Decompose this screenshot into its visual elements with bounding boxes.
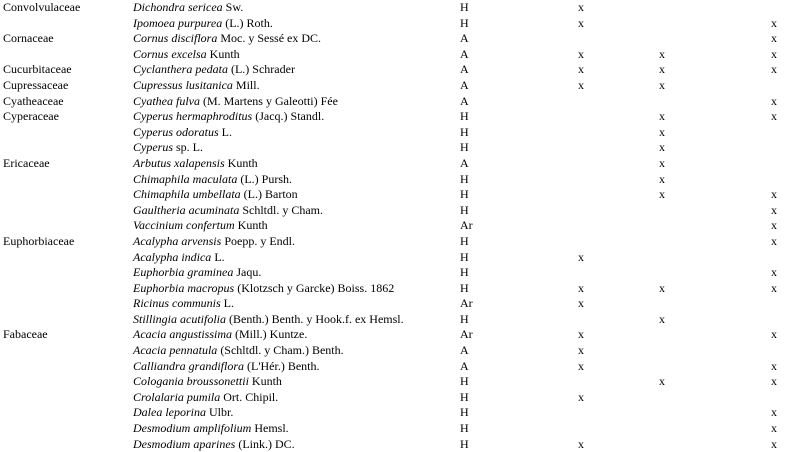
species-cell	[133, 31, 321, 47]
species-genus: Desmodium amplifolium	[133, 421, 252, 436]
life-form-cell: A	[460, 343, 469, 358]
species-genus: Euphorbia macropus	[133, 280, 235, 295]
species-author: Kunth	[209, 46, 240, 61]
mark-col-2: x	[659, 311, 665, 326]
life-form-cell: H	[460, 389, 469, 404]
table-row	[0, 62, 800, 78]
species-author: (Jacq.) Standl.	[255, 109, 325, 124]
life-form-cell: H	[460, 171, 469, 186]
mark-col-2: x	[659, 124, 665, 139]
species-cell	[133, 16, 273, 32]
life-form-cell: H	[460, 311, 469, 326]
species-genus: Acacia pennatula	[133, 343, 218, 358]
family-cell: Convolvulaceae	[3, 0, 81, 14]
species-cell	[133, 390, 278, 406]
life-form-cell: H	[460, 15, 469, 30]
life-form-cell: A	[460, 46, 469, 61]
species-genus: Cyperus hermaphroditus	[133, 109, 253, 124]
family-cell: Ericaceae	[3, 155, 50, 170]
mark-col-3: x	[771, 265, 777, 280]
species-genus: Calliandra grandiflora	[133, 358, 245, 373]
life-form-cell: H	[460, 405, 469, 420]
species-author: Kunth	[237, 218, 268, 233]
mark-col-2: x	[659, 374, 665, 389]
table-row	[0, 437, 800, 452]
species-genus: Cornus excelsa	[133, 46, 207, 61]
table-row	[0, 187, 800, 203]
table-row	[0, 390, 800, 406]
species-genus: Chimaphila maculata	[133, 171, 238, 186]
species-genus: Crolalaria pumila	[133, 389, 221, 404]
species-author: L.	[221, 124, 233, 139]
species-author: Jaqu.	[236, 265, 262, 280]
species-author: L.	[223, 296, 234, 311]
species-author: Mill.	[235, 77, 260, 92]
species-author: (L.) Barton	[243, 187, 298, 202]
mark-col-3: x	[771, 405, 777, 420]
species-genus: Cyathea fulva	[133, 93, 200, 108]
life-form-cell: H	[460, 233, 469, 248]
table-row	[0, 281, 800, 297]
mark-col-2: x	[659, 155, 665, 170]
species-author: (L.) Schrader	[230, 62, 295, 77]
mark-col-2: x	[659, 140, 665, 155]
species-cell	[133, 62, 295, 78]
table-row	[0, 250, 800, 266]
mark-col-3: x	[771, 15, 777, 30]
species-cell	[133, 140, 203, 156]
species-author: Ulbr.	[209, 405, 234, 420]
species-cell	[133, 343, 344, 359]
species-author: (Link.) DC.	[238, 436, 295, 451]
table-row	[0, 172, 800, 188]
mark-col-1: x	[578, 296, 584, 311]
life-form-cell: H	[460, 124, 469, 139]
species-cell	[133, 312, 404, 328]
species-cell	[133, 405, 233, 421]
mark-col-3: x	[771, 280, 777, 295]
mark-col-2: x	[659, 280, 665, 295]
mark-col-3: x	[771, 109, 777, 124]
species-genus: Ricinus communis	[133, 296, 221, 311]
mark-col-1: x	[578, 62, 584, 77]
species-author: sp. L.	[176, 140, 203, 155]
table-row	[0, 140, 800, 156]
life-form-cell: H	[460, 109, 469, 124]
table-row	[0, 265, 800, 281]
species-author: (Klotzsch y Garcke) Boiss. 1862	[237, 280, 395, 295]
family-cell: Cyperaceae	[3, 109, 59, 124]
table-row	[0, 421, 800, 437]
species-genus: Stillingia acutifolia	[133, 311, 226, 326]
species-genus: Acalypha indica	[133, 249, 212, 264]
mark-col-3: x	[771, 202, 777, 217]
mark-col-1: x	[578, 436, 584, 451]
species-author: (L.) Roth.	[225, 15, 273, 30]
mark-col-1: x	[578, 327, 584, 342]
table-row	[0, 94, 800, 110]
species-genus: Arbutus xalapensis	[133, 155, 225, 170]
species-genus: Acacia angustissima	[133, 327, 232, 342]
life-form-cell: H	[460, 280, 469, 295]
species-genus: Vaccinium confertum	[133, 218, 235, 233]
species-author: Schltdl. y Cham.	[242, 202, 323, 217]
species-author: (M. Martens y Galeotti) Fée	[202, 93, 338, 108]
table-row	[0, 31, 800, 47]
life-form-cell: H	[460, 0, 469, 14]
species-cell	[133, 156, 258, 172]
table-row	[0, 109, 800, 125]
species-author: Moc. y Sessé ex DC.	[220, 31, 322, 46]
life-form-cell: A	[460, 62, 469, 77]
family-cell: Cupressaceae	[3, 77, 69, 92]
mark-col-3: x	[771, 46, 777, 61]
table-row	[0, 156, 800, 172]
mark-col-1: x	[578, 389, 584, 404]
table-row	[0, 296, 800, 312]
mark-col-3: x	[771, 31, 777, 46]
species-cell	[133, 327, 307, 343]
mark-col-1: x	[578, 249, 584, 264]
mark-col-1: x	[578, 77, 584, 92]
species-author: Poepp. y Endl.	[224, 233, 295, 248]
mark-col-3: x	[771, 358, 777, 373]
mark-col-2: x	[659, 62, 665, 77]
species-genus: Acalypha arvensis	[133, 233, 222, 248]
species-cell	[133, 437, 295, 452]
table-row	[0, 78, 800, 94]
species-cell	[133, 78, 260, 94]
life-form-cell: A	[460, 358, 469, 373]
life-form-cell: H	[460, 265, 469, 280]
species-author: (L'Hér.) Benth.	[247, 358, 320, 373]
mark-col-1: x	[578, 280, 584, 295]
family-cell: Cornaceae	[3, 31, 54, 46]
mark-col-1: x	[578, 358, 584, 373]
mark-col-1: x	[578, 15, 584, 30]
family-cell: Cyatheaceae	[3, 93, 64, 108]
mark-col-3: x	[771, 62, 777, 77]
mark-col-2: x	[659, 109, 665, 124]
species-genus: Dalea leporina	[133, 405, 206, 420]
mark-col-2: x	[659, 46, 665, 61]
species-genus: Chimaphila umbellata	[133, 187, 241, 202]
species-author: (Mill.) Kuntze.	[235, 327, 308, 342]
mark-col-3: x	[771, 187, 777, 202]
life-form-cell: A	[460, 31, 469, 46]
mark-col-1: x	[578, 0, 584, 14]
mark-col-3: x	[771, 421, 777, 436]
mark-col-3: x	[771, 327, 777, 342]
mark-col-2: x	[659, 171, 665, 186]
species-cell	[133, 234, 295, 250]
table-row	[0, 218, 800, 234]
family-cell: Fabaceae	[3, 327, 48, 342]
table-row	[0, 16, 800, 32]
table-row	[0, 359, 800, 375]
species-author: L.	[214, 249, 225, 264]
life-form-cell: A	[460, 77, 469, 92]
species-cell	[133, 265, 261, 281]
life-form-cell: Ar	[460, 218, 473, 233]
mark-col-3: x	[771, 218, 777, 233]
table-row	[0, 343, 800, 359]
life-form-cell: H	[460, 436, 469, 451]
table-row	[0, 405, 800, 421]
species-genus: Cornus disciflora	[133, 31, 218, 46]
species-genus: Cyperus	[133, 140, 173, 155]
species-genus: Cyclanthera pedata	[133, 62, 228, 77]
mark-col-2: x	[659, 77, 665, 92]
species-cell	[133, 172, 292, 188]
life-form-cell: A	[460, 93, 469, 108]
species-genus: Gaultheria acuminata	[133, 202, 240, 217]
family-cell: Euphorbiaceae	[3, 233, 75, 248]
life-form-cell: Ar	[460, 296, 473, 311]
species-cell	[133, 47, 240, 63]
table-row	[0, 0, 800, 16]
mark-col-3: x	[771, 436, 777, 451]
species-author: (L.) Pursh.	[240, 171, 293, 186]
mark-col-3: x	[771, 93, 777, 108]
life-form-cell: H	[460, 202, 469, 217]
species-cell	[133, 281, 394, 297]
species-genus: Dichondra sericea	[133, 0, 223, 14]
species-cell	[133, 109, 324, 125]
species-genus: Ipomoea purpurea	[133, 15, 223, 30]
species-genus: Desmodium aparines	[133, 436, 236, 451]
table-row	[0, 125, 800, 141]
table-row	[0, 312, 800, 328]
species-genus: Cupressus lusitanica	[133, 77, 233, 92]
species-author: Sw.	[225, 0, 244, 14]
species-cell	[133, 359, 320, 375]
species-cell	[133, 374, 282, 390]
life-form-cell: A	[460, 155, 469, 170]
mark-col-1: x	[578, 343, 584, 358]
mark-col-2: x	[659, 187, 665, 202]
table-row	[0, 234, 800, 250]
species-cell	[133, 187, 298, 203]
species-cell	[133, 421, 289, 437]
species-cell	[133, 94, 338, 110]
life-form-cell: Ar	[460, 327, 473, 342]
family-cell: Cucurbitaceae	[3, 62, 72, 77]
species-cell	[133, 250, 225, 266]
life-form-cell: H	[460, 421, 469, 436]
table-row	[0, 47, 800, 63]
species-genus: Euphorbia graminea	[133, 265, 234, 280]
species-genus: Cologania broussonettii	[133, 374, 249, 389]
mark-col-3: x	[771, 233, 777, 248]
species-author: Kunth	[251, 374, 282, 389]
table-row	[0, 203, 800, 219]
life-form-cell: H	[460, 374, 469, 389]
species-author: Hemsl.	[254, 421, 289, 436]
species-author: (Schltdl. y Cham.) Benth.	[220, 343, 344, 358]
table-row	[0, 374, 800, 390]
species-author: Ort. Chipil.	[223, 389, 279, 404]
table-row	[0, 327, 800, 343]
mark-col-3: x	[771, 374, 777, 389]
mark-col-1: x	[578, 46, 584, 61]
species-cell	[133, 203, 323, 219]
species-cell	[133, 125, 232, 141]
life-form-cell: H	[460, 249, 469, 264]
species-genus: Cyperus odoratus	[133, 124, 219, 139]
species-cell	[133, 0, 243, 16]
life-form-cell: H	[460, 140, 469, 155]
species-cell	[133, 218, 268, 234]
species-author: (Benth.) Benth. y Hook.f. ex Hemsl.	[229, 311, 404, 326]
species-author: Kunth	[227, 155, 258, 170]
species-cell	[133, 296, 234, 312]
life-form-cell: H	[460, 187, 469, 202]
